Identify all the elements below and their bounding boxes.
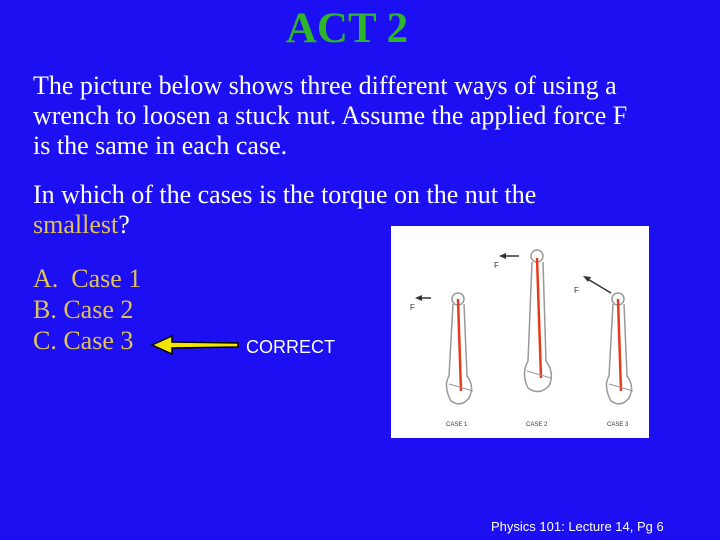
- correct-label: CORRECT: [246, 337, 335, 357]
- question-highlight: smallest: [33, 210, 119, 239]
- arrow-left-icon: [150, 334, 240, 356]
- wrench-icon: [499, 250, 551, 392]
- force-label-2: F: [494, 261, 499, 270]
- question-end: ?: [118, 210, 130, 239]
- intro-paragraph: The picture below shows three different ways of using a wrench to loosen a stuck nut. Assume the applied force F is the same in each case.: [33, 71, 628, 160]
- wrench-figure: [391, 226, 649, 438]
- wrench-icon: [583, 276, 633, 404]
- wrench-icon: [415, 293, 473, 404]
- question-text: In which of the cases is the torque on the nut the: [33, 180, 537, 209]
- slide-title: ACT 2: [285, 5, 409, 52]
- slide-footer: Physics 101: Lecture 14, Pg 6: [491, 519, 664, 534]
- case-label-3: CASE 3: [607, 422, 629, 428]
- force-label-1: F: [410, 303, 415, 312]
- case-label-1: CASE 1: [446, 422, 468, 428]
- case-label-2: CASE 2: [526, 422, 548, 428]
- force-label-3: F: [574, 286, 579, 295]
- choice-a[interactable]: A. Case 1: [33, 264, 142, 293]
- choice-b[interactable]: B. Case 2: [33, 295, 134, 324]
- choice-c[interactable]: C. Case 3: [33, 326, 134, 355]
- answer-choices: [33, 263, 141, 356]
